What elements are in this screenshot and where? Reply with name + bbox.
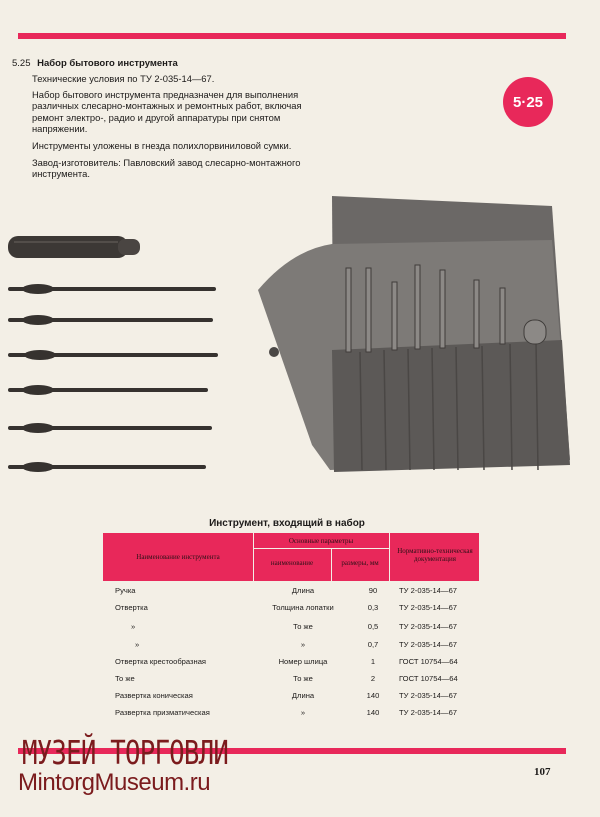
watermark-url: MintorgMuseum.ru — [18, 769, 211, 796]
table-row — [103, 622, 483, 638]
doc-ref: ТУ 2-035-14—67 — [399, 586, 458, 595]
tool-roll-illustration — [252, 190, 572, 490]
tool-name: » — [135, 640, 140, 649]
param-name: Толщина лопатки — [272, 603, 334, 612]
param-name: Номер шлица — [278, 657, 328, 666]
manufacturer-paragraph: Завод-изготовитель: Павловский завод слесарно-монтажного инструмента. — [32, 156, 301, 180]
param-name: То же — [293, 674, 313, 683]
screwdriver-icon — [8, 284, 218, 472]
param-size: 0,3 — [367, 603, 379, 612]
param-name: Длина — [291, 586, 315, 595]
param-size: 140 — [366, 691, 380, 700]
tool-name: Отвертка — [115, 603, 148, 612]
doc-ref: ТУ 2-035-14—67 — [399, 691, 458, 700]
tool-name: Развертка коническая — [115, 691, 193, 700]
section-heading — [12, 58, 292, 70]
header-param-name: наименование — [270, 559, 314, 567]
table-row — [103, 640, 483, 656]
doc-ref: ТУ 2-035-14—67 — [399, 708, 458, 717]
param-size: 0,5 — [367, 622, 379, 631]
table-row — [103, 691, 483, 707]
table-row — [103, 708, 483, 724]
top-rule — [18, 33, 566, 39]
table-row — [103, 603, 483, 619]
header-doc: Нормативно-техническая документация — [397, 547, 473, 563]
doc-ref: ГОСТ 10754—64 — [399, 657, 458, 666]
param-name: » — [300, 708, 306, 717]
spec-paragraph: Технические условия по ТУ 2-035-14—67. — [32, 73, 215, 84]
param-name: То же — [293, 622, 313, 631]
param-name: » — [300, 640, 306, 649]
table-header — [103, 533, 479, 581]
page-number: 107 — [534, 766, 551, 778]
param-size: 90 — [368, 586, 378, 595]
doc-ref: ГОСТ 10754—64 — [399, 674, 458, 683]
section-title: Набор бытового инструмента — [37, 58, 178, 69]
header-name: Наименование инструмента — [136, 553, 220, 561]
section-number: 5.25 — [12, 58, 31, 69]
table-title: Инструмент, входящий в набор — [209, 518, 365, 529]
param-size: 0,7 — [367, 640, 379, 649]
loose-tools-illustration — [0, 232, 230, 482]
param-size: 2 — [370, 674, 376, 683]
tool-name: То же — [115, 674, 135, 683]
doc-ref: ТУ 2-035-14—67 — [399, 640, 458, 649]
table-row — [103, 674, 483, 690]
tool-name: Ручка — [115, 586, 136, 595]
table-row — [103, 586, 483, 602]
tool-name: » — [131, 622, 136, 631]
section-badge: 5·25 — [503, 77, 553, 127]
tool-name: Отвертка крестообразная — [115, 657, 207, 666]
doc-ref: ТУ 2-035-14—67 — [399, 622, 458, 631]
param-name: Длина — [291, 691, 315, 700]
param-size: 140 — [366, 708, 380, 717]
doc-ref: ТУ 2-035-14—67 — [399, 603, 458, 612]
purpose-paragraph: Набор бытового инструмента предназначен для выполнения различных слесарно-монтажных и ремонтных работ, включая ремонт электро-, радио и другой аппаратуры при снятом напряжении. — [32, 88, 302, 135]
handle-icon — [8, 236, 140, 258]
watermark-logo: МУЗЕЙ ТОРГОВЛИ — [22, 733, 229, 772]
table-row — [103, 657, 483, 673]
header-param-size: размеры, мм — [341, 559, 379, 567]
tool-name: Развертка призматическая — [115, 708, 210, 717]
packaging-paragraph: Инструменты уложены в гнезда полихлорвиниловой сумки. — [32, 139, 292, 151]
param-size: 1 — [370, 657, 376, 666]
description — [32, 73, 302, 185]
header-params-group: Основные параметры — [288, 537, 354, 545]
